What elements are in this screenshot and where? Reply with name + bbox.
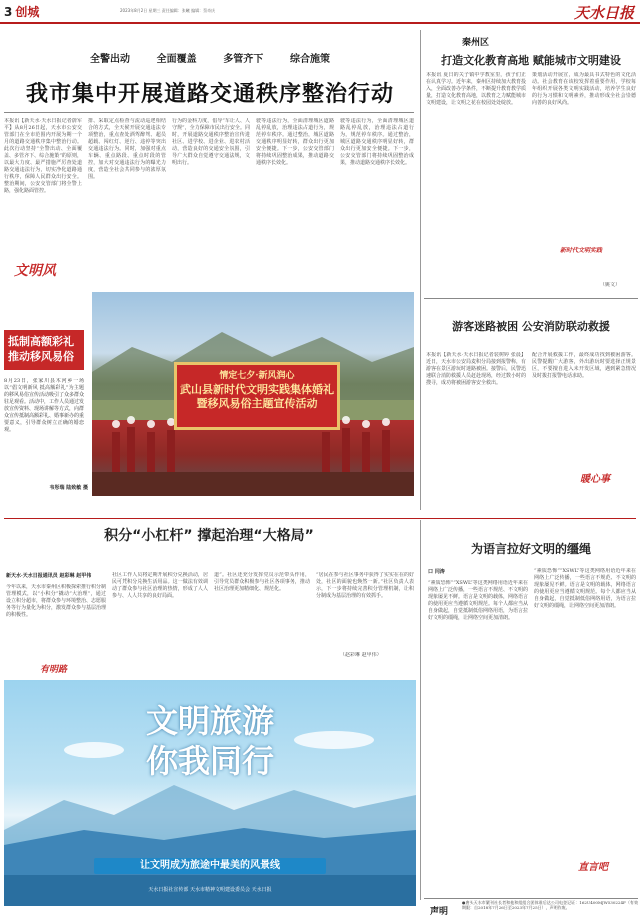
right-story-2-col-1: 本报讯【新天水·天水日报记者装树婷 张晨】近日，天水市公安局麦积分局接到报警称，有游客在景区游玩时迷路被困。接警后，民警迅速联合消防救援人员赶赴现场，经过数小时的搜寻，成功将被困游客安全救出。: [426, 352, 526, 386]
kicker-4: 综合施策: [289, 54, 330, 65]
poster-footer: 天水日报社宣传部 天水市精神文明建设委员会 天水日报: [148, 887, 272, 893]
youming-badge: 有明路: [40, 665, 68, 675]
page-number: 3 创城: [4, 5, 40, 19]
date-line: 2023年8月2日 星期三 责任编辑：张曦 编辑：蔡奇庆: [120, 8, 216, 13]
banner-line-2: 武山县新时代文明实践集体婚礼: [180, 383, 334, 396]
footer-label: 声明: [430, 907, 449, 917]
column-divider: [420, 30, 421, 510]
main-story-col-5: 驶等违法行为，全面清理城区道路乱停乱放，治理违法占道行为，规范停车秩序。通过整治，城区道路交通秩序明显好转，群众出行更加安全便捷。下一步，公安交管部门将持续巩固整治成果，推动道路交通秩序长效化。: [340, 118, 414, 166]
main-story-col-4: 驶等违法行为，全面清理城区道路乱停乱放，治理违法占道行为，规范停车秩序。通过整治，城区道路交通秩序明显好转，群众出行更加安全便捷。下一步，公安交管部门将持续巩固整治成果，推动道路交通秩序长效化。: [256, 118, 334, 166]
wedding-event-photo: [92, 292, 414, 496]
divider: [424, 898, 638, 899]
newspaper-logo: 天水日报: [573, 4, 634, 22]
right-story-3-byline: 口 闫涛: [428, 569, 445, 575]
page-header: [0, 0, 640, 24]
main-story-col-3: 行为的金科力度，倡导“车让人、人守规”，全力保障市民出行安全。同时，开展道路交通秩序整治宣传进社区、进学校、进企业、进农村活动，营造良好的交通安全氛围，引导广大群众自觉遵守交通法规，文明出行。: [172, 118, 250, 166]
district-tag: 秦州区: [462, 38, 490, 48]
bottom-left-credit: （赵彩琳 赵甲伟）: [340, 652, 382, 658]
wenming-feng-badge: 文明风: [14, 263, 56, 279]
bottom-left-byline: 新天水·天水日报通讯员 赵彩琳 赵甲伟: [6, 573, 92, 579]
sidebar-title-1: 抵制高额彩礼: [8, 335, 74, 348]
nuanxin-badge: 暖心事: [580, 474, 610, 485]
banner-line-1: 情定七夕·新风润心: [219, 371, 295, 381]
poster-subtitle: 让文明成为旅途中最美的风景线: [94, 858, 326, 874]
bottom-left-col-2: 社区工作人员将定期开展积分兑换活动，居民可凭积分兑换生活用品。这一做法有效调动了群众参与社区治理的热情，形成了人人参与、人人共享的良好局面。: [112, 572, 208, 599]
sidebar-byline: 韦彤瑞 陆致敏 摄: [49, 485, 88, 491]
right-story-3-col-2: “素质恐怖”“XSWL”等这类网络用语近年来在网络上广泛传播，一些语言不规范、不文明的现象屡见不鲜。语言是文明的载体，网络语言的使用更应当遵循文明规范。每个人都应当从自身做起，自觉抵制低俗网络用语，为语言拉好文明的缰绳，让网络空间更加清朗。: [534, 568, 636, 609]
right-story-2-col-2: 配合开展救援工作，最终成功找到被困游客。民警提醒广大游客，外出游玩时要选择正规景区，不要擅自进入未开发区域，遇到紧急情况及时拨打报警电话求助。: [532, 352, 636, 379]
bottom-left-col-1: 今年以来，天水市秦州区积极探索推行积分制管理模式，以“小积分”撬动“大治理”，通过设立积分超市，将群众参与环境整治、志愿服务等行为量化为积分，激发群众参与基层治理的积极性。: [6, 584, 106, 618]
right-story-1-col-1: 本报讯 夏日的关子镇中学教室里，孩子们正在认真学习。近年来，秦州区持续加大教育投入，全面改善办学条件，不断提升教育教学质量，打造文化教育高地，以教育之力赋能城市文明建设，让文明之花在校园处处绽放。: [426, 72, 526, 106]
footer-notice: ●唐头天水市繁刊社长者和他和组组合团体谁后达公司电登记证：162U400MJW530224F（有效期限：自2018年7月26日至2023年7月25日），声明作废。: [462, 900, 638, 910]
poster-line-2: 你我同行: [145, 742, 274, 780]
sidebar-text: 8月23日，张家川县木河乡一场以“倡文明新风 抵高额彩礼”为主题的移风易俗宣传活动吸引了众多群众驻足观看。活动中，工作人员通过发放宣传资料、现场讲解等方式，向群众宣传抵制高额彩礼、婚事新办的重要意义，引导群众树立正确的婚恋观。: [4, 378, 84, 433]
bottom-left-col-4: “居民在参与社区事务中获得了实实在在的好处，社区的面貌也焕然一新。”社区负责人表示，下一步将持续完善积分管理机制，让积分制成为基层治理的有效抓手。: [316, 572, 414, 599]
main-headline: 我市集中开展道路交通秩序整治行动: [25, 82, 394, 107]
sidebar-title-2: 推动移风易俗: [8, 350, 74, 363]
main-story-col-2: 排、采取定点检查与流动巡逻相结合的方式，全天候开展交通违法专项整治，重点查处酒驾醉驾、超员超载、闯红灯、逆行、违停等突出交通违法行为。同时，加强对重点车辆、重点路段、重点时段的管控，加大对交通违法行为的曝光力度，营造全社会共同参与的浓厚氛围。: [88, 118, 166, 180]
bottom-left-title: 积分“小杠杆” 撑起治理“大格局”: [104, 528, 314, 544]
kicker-3: 多管齐下: [223, 54, 264, 65]
right-story-3-col-1: “素质恐怖”“XSWL”等这类网络用语近年来在网络上广泛传播，一些语言不规范、不文明的现象屡见不鲜。语言是文明的载体，网络语言的使用更应当遵循文明规范。每个人都应当从自身做起，自觉抵制低俗网络用语，为语言拉好文明的缰绳，让网络空间更加清朗。: [428, 580, 528, 621]
kicker-1: 全警出动: [90, 54, 130, 65]
main-kicker: [90, 50, 330, 65]
bottom-left-col-3: 道”。社区还充分发挥党员示范带头作用，引导党员群众积极参与社区各项事务，推动社区治理更加精细化、规范化。: [214, 572, 310, 592]
zhiyan-badge: 直言吧: [578, 862, 608, 873]
civilized-travel-poster: [4, 680, 416, 906]
right-story-1-col-2: 策划活动开展宣，成为最具书式特色的文化活动。社会教育在该校发挥着重要作用，学校每年组织开展各类文明实践活动，培养学生良好的行为习惯和文明素养，推动形成全社会崇德向善的良好风尚。: [532, 72, 636, 106]
banner-line-3: 暨移风易俗主题宣传活动: [196, 397, 318, 410]
right-story-2-title: 游客迷路被困 公安消防联动救援: [452, 320, 610, 333]
divider: [4, 112, 414, 113]
section-name: 创城: [15, 5, 40, 19]
kicker-2: 全面覆盖: [156, 54, 197, 65]
right-story-3-title: 为语言拉好文明的缰绳: [470, 542, 591, 556]
main-story-col-1: 本报讯【新天水·天水日报记者蔚军平】从8月26日起，天水市公安交管部门在全市范围内开展为期一个月的道路交通秩序集中整治行动。此次行动坚持“全警出动、全面覆盖、多管齐下、综合施策”的原则，以最大力度、最严措施严厉查处道路交通违法行为，切实净化道路通行秩序，保障人民群众出行安全。整治期间，公安交管部门将全警上路，强化路面管控。: [4, 118, 82, 194]
new-era-badge: 新时代文明实践: [560, 247, 603, 254]
sidebar-title-box: [4, 330, 84, 370]
divider: [424, 298, 638, 299]
column-divider: [420, 520, 421, 900]
right-story-1-title: 打造文化教育高地 赋能城市文明建设: [441, 54, 621, 67]
poster-line-1: 文明旅游: [145, 702, 274, 740]
mid-divider: [4, 518, 636, 519]
right-story-1-credit: （姚文）: [600, 282, 621, 288]
event-banner: [174, 362, 340, 430]
